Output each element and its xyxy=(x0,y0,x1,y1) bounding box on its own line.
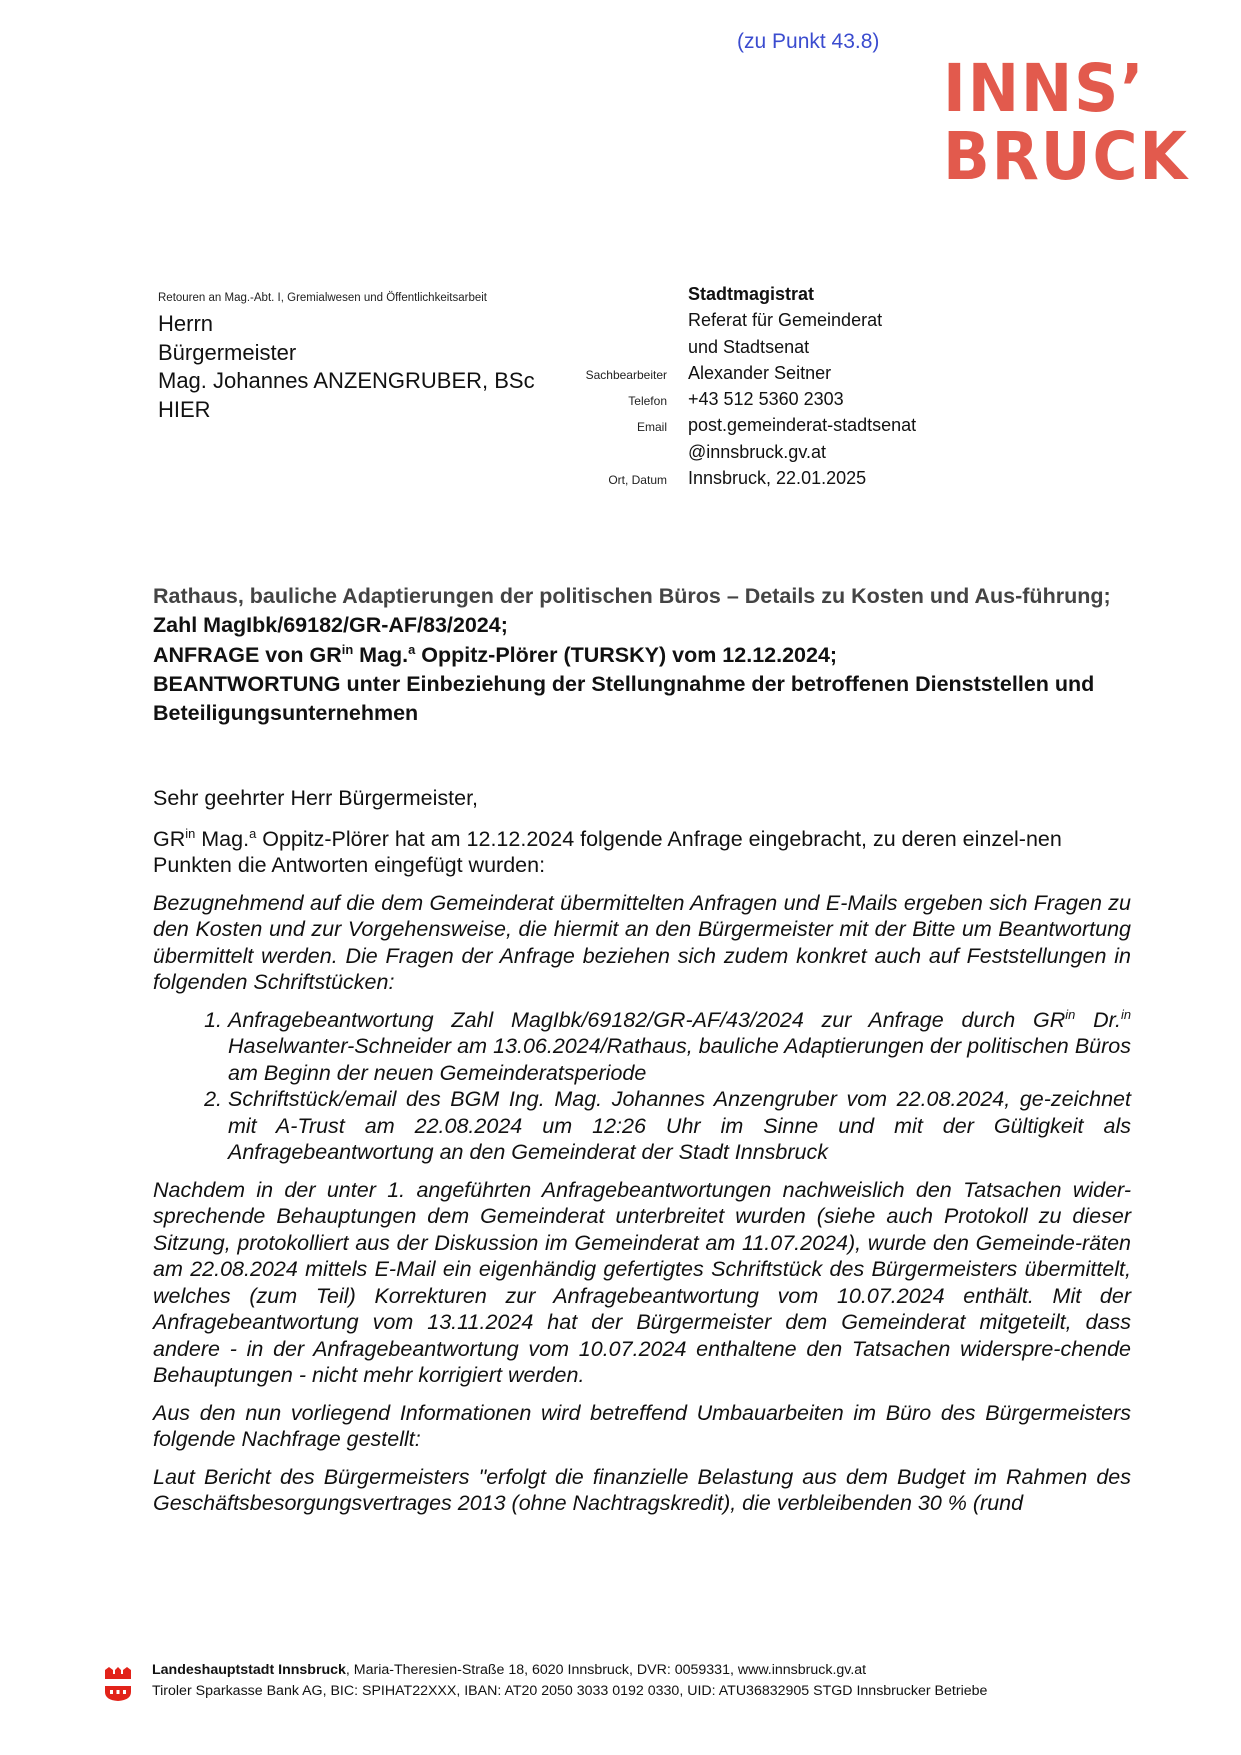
inquiry-text: Mag. xyxy=(353,642,409,667)
inquiry-paragraph: Aus den nun vorliegend Informationen wird betreffend Umbauarbeiten im Büro des Bürgermeisters folgende Nachfrage gestellt: xyxy=(153,1400,1131,1451)
subject-inquiry-line xyxy=(153,641,1133,670)
recipient-line: Mag. Johannes ANZENGRUBER, BSc xyxy=(158,368,535,393)
agenda-point-annotation: (zu Punkt 43.8) xyxy=(737,30,880,53)
superscript: a xyxy=(408,641,416,657)
list-item-text: Haselwanter-Schneider am 13.06.2024/Rathaus, bauliche Adaptierungen der politischen Büros am Beginn der neuen Gemeinderatsperiode xyxy=(228,1034,1131,1085)
intro-text: Oppitz-Plörer hat am 12.12.2024 folgende Anfrage eingebracht, zu deren einzel-nen Punkten die Antworten eingefügt wurden: xyxy=(153,826,1062,877)
case-officer-label: Sachbearbeiter xyxy=(585,367,667,382)
superscript: a xyxy=(249,825,257,841)
sender-row xyxy=(560,284,916,310)
superscript: in xyxy=(185,825,196,841)
inquiry-text: ANFRAGE von GR xyxy=(153,642,342,667)
case-officer-value: Alexander Seitner xyxy=(688,362,832,383)
sender-row xyxy=(560,442,916,468)
inquiry-paragraph: Nachdem in der unter 1. angeführten Anfragebeantwortungen nachweislich den Tatsachen wider-sprechende Behauptungen dem Gemeinderat unterbreitet wurden (siehe auch Protokoll zu dieser Sitzung, protokolliert aus der Diskussion im Gemeinderat am 11.07.2024), wurde den Gemeinde-räten am 22.08.2024 mittels E-Mail ein eigenhändig gefertigtes Schriftstück des Bürgermeisters übermittelt, welches (zum Teil) Korrekturen zur Anfragebeantwortung vom 10.07.2024 enthält. Mit der Anfragebeantwortung vom 13.11.2024 hat der Bürgermeister dem Gemeinderat mitgeteilt, dass andere - in der Anfragebeantwortung vom 10.07.2024 enthaltene den Tatsachen widerspre-chende Behauptungen - nicht mehr korrigiert werden. xyxy=(153,1177,1131,1387)
inquiry-paragraph: Laut Bericht des Bürgermeisters "erfolgt die finanzielle Belastung aus dem Budget im Rahmen des Geschäftsbesorgungsvertrages 2013 (ohne Nachtragskredit), die verbleibenden 30 % (rund xyxy=(153,1464,1131,1515)
email-value-continued: @innsbruck.gv.at xyxy=(688,441,826,462)
recipient-line: Herrn xyxy=(158,311,214,336)
salutation: Sehr geehrter Herr Bürgermeister, xyxy=(153,786,479,810)
footer-address: , Maria-Theresien-Straße 18, 6020 Innsbruck, DVR: 0059331, www.innsbruck.gv.at xyxy=(345,1662,867,1678)
footer-line-2: Tiroler Sparkasse Bank AG, BIC: SPIHAT22XXX, IBAN: AT20 2050 3033 0192 0330, UID: ATU36832905 STGD Innsbrucker Betriebe xyxy=(152,1683,988,1699)
subject-title: Rathaus, bauliche Adaptierungen der politischen Büros – Details zu Kosten und Aus-führung; xyxy=(153,584,1111,608)
phone-value: +43 512 5360 2303 xyxy=(688,389,844,410)
logo-line-2: BRUCK xyxy=(943,118,1189,195)
list-item xyxy=(228,1007,1131,1087)
sender-unit: und Stadtsenat xyxy=(688,336,810,357)
intro-text: GR xyxy=(153,826,186,851)
intro-paragraph xyxy=(153,826,1131,879)
recipient-line: HIER xyxy=(158,396,211,422)
inquiry-paragraph: Bezugnehmend auf die dem Gemeinderat übermittelten Anfragen und E-Mails ergeben sich Fragen zu den Kosten und zur Vorgehensweise, die hiermit an den Bürgermeister mit der Bitte um Beantwortung übermittelt werden. Die Fragen der Anfrage beziehen sich zudem konkret auch auf Feststellungen in folgenden Schriftstücken: xyxy=(153,890,1131,994)
list-item-text: Anfragebeantwortung Zahl MagIbk/69182/GR-AF/43/2024 zur Anfrage durch GR xyxy=(228,1007,1066,1032)
place-date-value: Innsbruck, 22.01.2025 xyxy=(688,468,867,489)
sender-department: Stadtmagistrat xyxy=(688,284,815,304)
email-label: Email xyxy=(636,420,667,435)
email-value: post.gemeinderat-stadtsenat xyxy=(688,415,917,436)
place-date-label: Ort, Datum xyxy=(608,473,667,488)
subject-block xyxy=(153,582,1133,728)
logo-line-1: INNS’ xyxy=(943,50,1146,127)
footer-organisation: Landeshauptstadt Innsbruck xyxy=(152,1662,346,1678)
list-item: 2. Schriftstück/email des BGM Ing. Mag. Johannes Anzengruber vom 22.08.2024, ge-zeichnet mit A-Trust am 22.08.2024 um 12:26 Uhr im Sinne und mit der Gültigkeit als Anfragebeantwortung an den Gemeinderat der Stadt Innsbruck xyxy=(228,1086,1131,1166)
list-item-text: Dr. xyxy=(1075,1007,1121,1032)
letter-footer xyxy=(104,1660,987,1702)
recipient-line: Bürgermeister xyxy=(158,339,297,365)
superscript: in xyxy=(341,641,354,657)
innsbruck-logo xyxy=(943,50,1189,195)
inquiry-text: Oppitz-Plörer (TURSKY) vom 12.12.2024; xyxy=(415,642,838,667)
city-crest-icon xyxy=(104,1666,132,1702)
sender-row xyxy=(560,415,916,441)
sender-row xyxy=(560,363,916,389)
sender-row xyxy=(560,468,916,494)
sender-row xyxy=(560,389,916,415)
sender-row xyxy=(560,310,916,336)
footer-text xyxy=(152,1660,987,1702)
subject-reference-number: Zahl MagIbk/69182/GR-AF/83/2024; xyxy=(153,613,508,638)
return-address: Retouren an Mag.-Abt. I, Gremialwesen und Öffentlichkeitsarbeit xyxy=(158,292,487,304)
phone-label: Telefon xyxy=(628,394,667,409)
sender-block xyxy=(560,284,916,494)
letter-body xyxy=(153,785,1131,1528)
referenced-documents-list xyxy=(153,1007,1131,1166)
sender-unit: Referat für Gemeinderat xyxy=(688,310,883,331)
recipient-address xyxy=(158,310,535,424)
superscript: in xyxy=(1120,1006,1131,1022)
superscript: in xyxy=(1065,1006,1076,1022)
intro-text: Mag. xyxy=(195,826,250,851)
footer-line-1 xyxy=(152,1660,987,1681)
subject-answer-line: BEANTWORTUNG unter Einbeziehung der Stellungnahme der betroffenen Dienststellen und Beteiligungsunternehmen xyxy=(153,671,1095,726)
sender-row xyxy=(560,337,916,363)
